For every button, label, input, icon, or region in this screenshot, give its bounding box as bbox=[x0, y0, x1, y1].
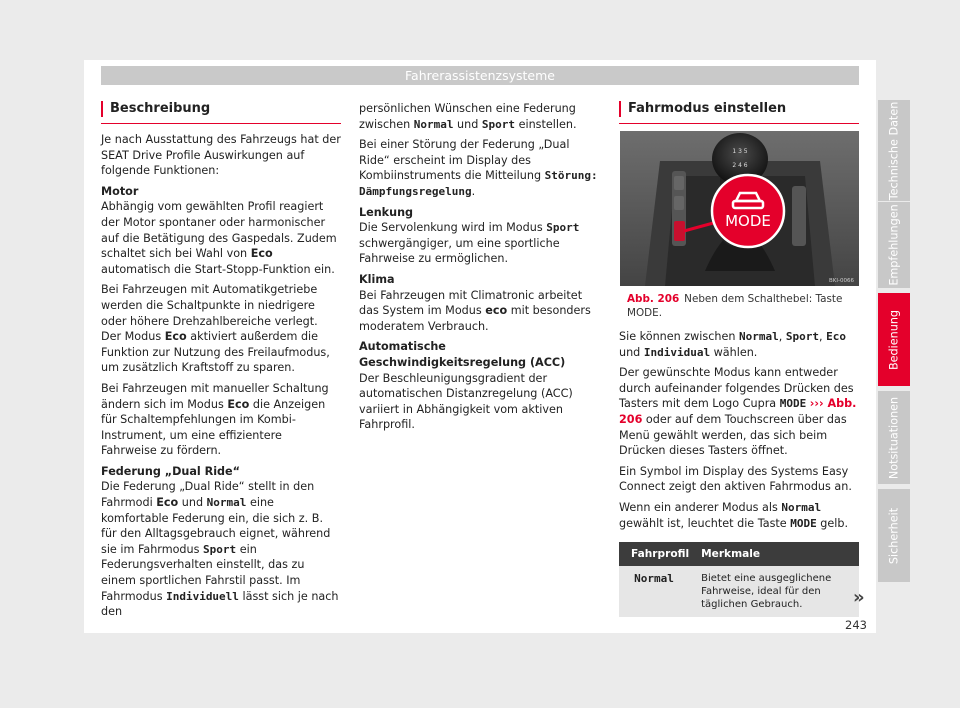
figure-reference-link[interactable]: ››› Abb. 206 bbox=[619, 397, 857, 426]
lenkung-paragraph: Die Servolenkung wird im Modus Sport schwergängiger, um eine sportliche Fahrweise zu ermöglichen. bbox=[359, 221, 580, 266]
section-title-fahrmodus: Fahrmodus einstellen bbox=[619, 101, 859, 124]
table-row bbox=[619, 566, 859, 617]
modes-paragraph: Sie können zwischen Normal, Sport, Eco und Individual wählen. bbox=[619, 330, 847, 359]
dual-ride-heading: Federung „Dual Ride“ bbox=[101, 464, 241, 478]
acc-paragraph: Der Beschleunigungsgradient der automatischen Distanzregelung (ACC) variiert in Abhängigkeit vom aktiven Fahrprofil. bbox=[359, 371, 573, 432]
gear-console-illustration bbox=[620, 131, 859, 286]
dual-ride-paragraph: Die Federung „Dual Ride“ stellt in den Fahrmodi Eco und Normal eine komfortable Federung ein, die sich z. B. für den Alltagsgebrauch eignet, während sie im Fahrmodus Sport ein Federungsverhalten einstellt, das zu einem sportlichen Fahrstil passt. Im Fahrmodus Individuell lässt sich je nach den bbox=[101, 480, 339, 619]
mode-label: MODE bbox=[725, 212, 771, 230]
tab-empfehlungen[interactable]: Empfehlungen bbox=[878, 202, 910, 288]
middle-column bbox=[359, 101, 602, 438]
svg-text:2 4 6: 2 4 6 bbox=[732, 162, 748, 169]
klima-heading: Klima bbox=[359, 272, 395, 286]
tab-technische-daten[interactable]: Technische Daten bbox=[878, 100, 910, 201]
table-cell-profile: Normal bbox=[634, 572, 674, 585]
motor-heading: Motor bbox=[101, 184, 139, 198]
mode-button-callout bbox=[712, 175, 784, 247]
mode-button-small bbox=[674, 221, 685, 241]
tab-bedienung[interactable]: Bedienung bbox=[878, 293, 910, 386]
table-header-features: Merkmale bbox=[689, 542, 859, 566]
figure-206-mode-button bbox=[620, 131, 859, 286]
tab-sicherheit[interactable]: Sicherheit bbox=[878, 489, 910, 582]
section-title-beschreibung: Beschreibung bbox=[101, 101, 341, 124]
display-paragraph: Ein Symbol im Display des Systems Easy Connect zeigt den aktiven Fahrmodus an. bbox=[619, 464, 852, 494]
figure-code: BKI-0066 bbox=[829, 278, 854, 284]
selection-paragraph: Der gewünschte Modus kann entweder durch aufeinander folgendes Drücken des Tasters mit dem Logo Cupra MODE ››› Abb. 206 oder auf dem Touchscreen über das Menü gewählt werden, das sich beim Drücken dieses Tasters öffnet. bbox=[619, 366, 857, 458]
page-number: 243 bbox=[845, 618, 867, 632]
table-cell-features: Bietet eine ausgeglichene Fahrweise, ideal für den täglichen Gebrauch. bbox=[689, 566, 859, 617]
tab-notsituationen[interactable]: Notsituationen bbox=[878, 391, 910, 484]
dual-ride-error-paragraph: Bei einer Störung der Federung „Dual Ride“ erscheint im Display des Kombiinstruments die Mitteilung Störung: Dämpfungsregelung. bbox=[359, 138, 598, 198]
yellow-paragraph: Wenn ein anderer Modus als Normal gewählt ist, leuchtet die Taste MODE gelb. bbox=[619, 500, 849, 530]
motor-paragraph-1: Abhängig vom gewählten Profil reagiert der Motor spontaner oder harmonischer auf die Betätigung des Gaspedals. Zudem schaltet sich bei Wahl von Eco automatisch die Start-Stopp-Funktion ein. bbox=[101, 200, 337, 276]
right-column bbox=[619, 329, 859, 536]
running-header: Fahrerassistenzsysteme bbox=[101, 66, 859, 85]
svg-text:1 3 5: 1 3 5 bbox=[732, 148, 748, 155]
table-header-profile: Fahrprofil bbox=[619, 542, 689, 566]
motor-paragraph-2: Bei Fahrzeugen mit Automatikgetriebe werden die Schaltpunkte in niedrigere oder höhere Drehzahlbereiche verlegt. Der Modus Eco aktiviert außerdem die Funktion zur Nutzung des Freilaufmodus, um zusätzlich Kraftstoff zu sparen. bbox=[101, 283, 330, 375]
dual-ride-continuation: persönlichen Wünschen eine Federung zwischen Normal und Sport einstellen. bbox=[359, 102, 577, 131]
acc-heading: Automatische Geschwindigkeitsregelung (ACC) bbox=[359, 340, 566, 369]
drive-profile-table bbox=[619, 542, 859, 617]
lenkung-heading: Lenkung bbox=[359, 205, 414, 219]
motor-paragraph-3: Bei Fahrzeugen mit manueller Schaltung ändern sich im Modus Eco die Anzeigen für Schaltempfehlungen im Kombi-Instrument, um eine effizientere Fahrweise zu fördern. bbox=[101, 381, 329, 458]
intro-paragraph: Je nach Ausstattung des Fahrzeugs hat der SEAT Drive Profile Auswirkungen auf folgende Funktionen: bbox=[101, 133, 341, 178]
left-column bbox=[101, 132, 341, 625]
klima-paragraph: Bei Fahrzeugen mit Climatronic arbeitet das System im Modus eco mit besonders moderatem Verbrauch. bbox=[359, 288, 591, 333]
continue-arrow-icon: » bbox=[853, 587, 865, 608]
figure-caption: Abb. 206 Neben dem Schalthebel: Taste MODE. bbox=[627, 293, 843, 319]
